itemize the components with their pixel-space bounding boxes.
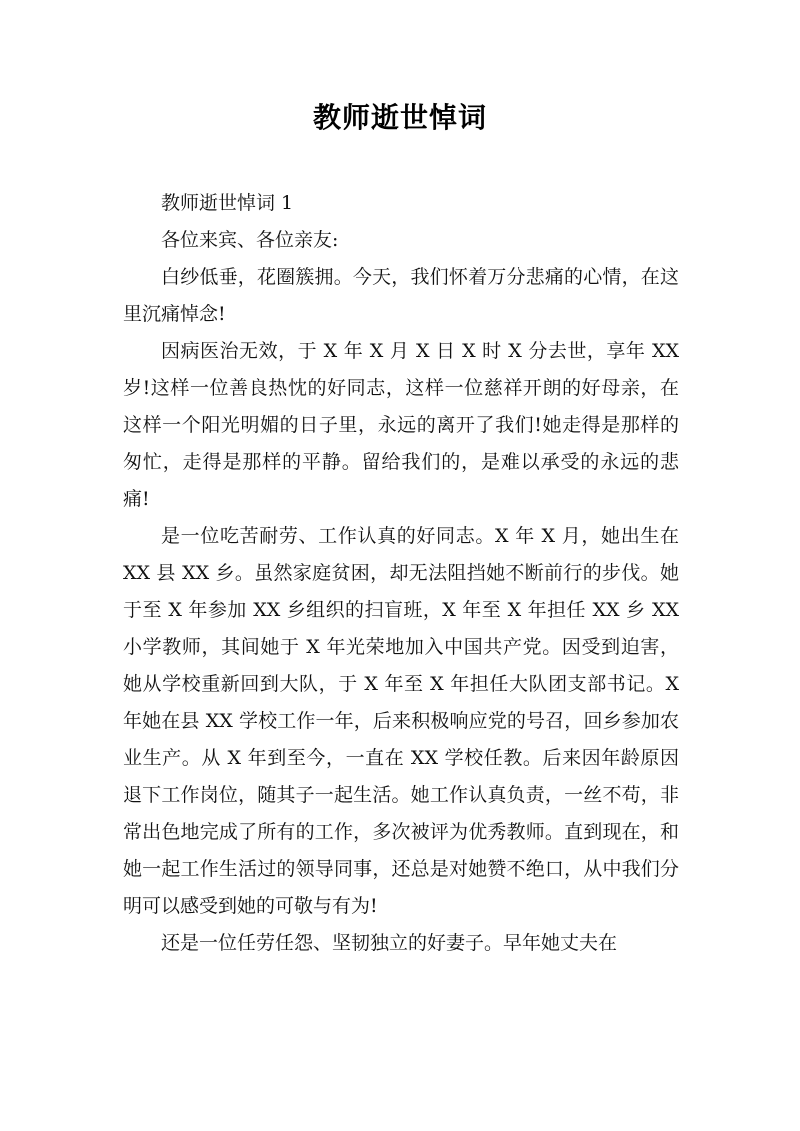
paragraph-salutation: 各位来宾、各位亲友: bbox=[161, 229, 339, 251]
document-body bbox=[123, 185, 679, 962]
document-title: 教师逝世悼词 bbox=[312, 101, 487, 134]
paragraph: 因病医治无效，于 X 年 X 月 X 日 X 时 X 分去世，享年 XX 岁!这样一位善良热忱的好同志，这样一位慈祥开朗的好母亲，在这样一个阳光明媚的日子里，永远的离开了我们!她走得是那样的匆忙，走得是那样的平静。留给我们的，是难以承受的永远的悲痛! bbox=[123, 340, 679, 510]
paragraph: 还是一位任劳任怨、坚韧独立的好妻子。早年她丈夫在 bbox=[161, 932, 618, 954]
paragraph: 是一位吃苦耐劳、工作认真的好同志。X 年 X 月，她出生在 XX 县 XX 乡。虽然家庭贫困，却无法阻挡她不断前行的步伐。她于至 X 年参加 XX 乡组织的扫盲班，X 年至 X 年担任 XX 乡 XX 小学教师，其间她于 X 年光荣地加入中国共产党。因受到迫害，她从学校重新回到大队，于 X 年至 X 年担任大队团支部书记。X 年她在县 XX 学校工作一年，后来积极响应党的号召，回乡参加农业生产。从 X 年到至今，一直在 XX 学校任教。后来因年龄原因退下工作岗位，随其子一起生活。她工作认真负责，一丝不苟，非常出色地完成了所有的工作，多次被评为优秀教师。直到现在，和她一起工作生活过的领导同事，还总是对她赞不绝口，从中我们分明可以感受到她的可敬与有为! bbox=[123, 525, 679, 917]
paragraph-heading: 教师逝世悼词 1 bbox=[161, 192, 294, 214]
paragraph: 白纱低垂，花圈簇拥。今天，我们怀着万分悲痛的心情，在这里沉痛悼念! bbox=[123, 266, 679, 325]
